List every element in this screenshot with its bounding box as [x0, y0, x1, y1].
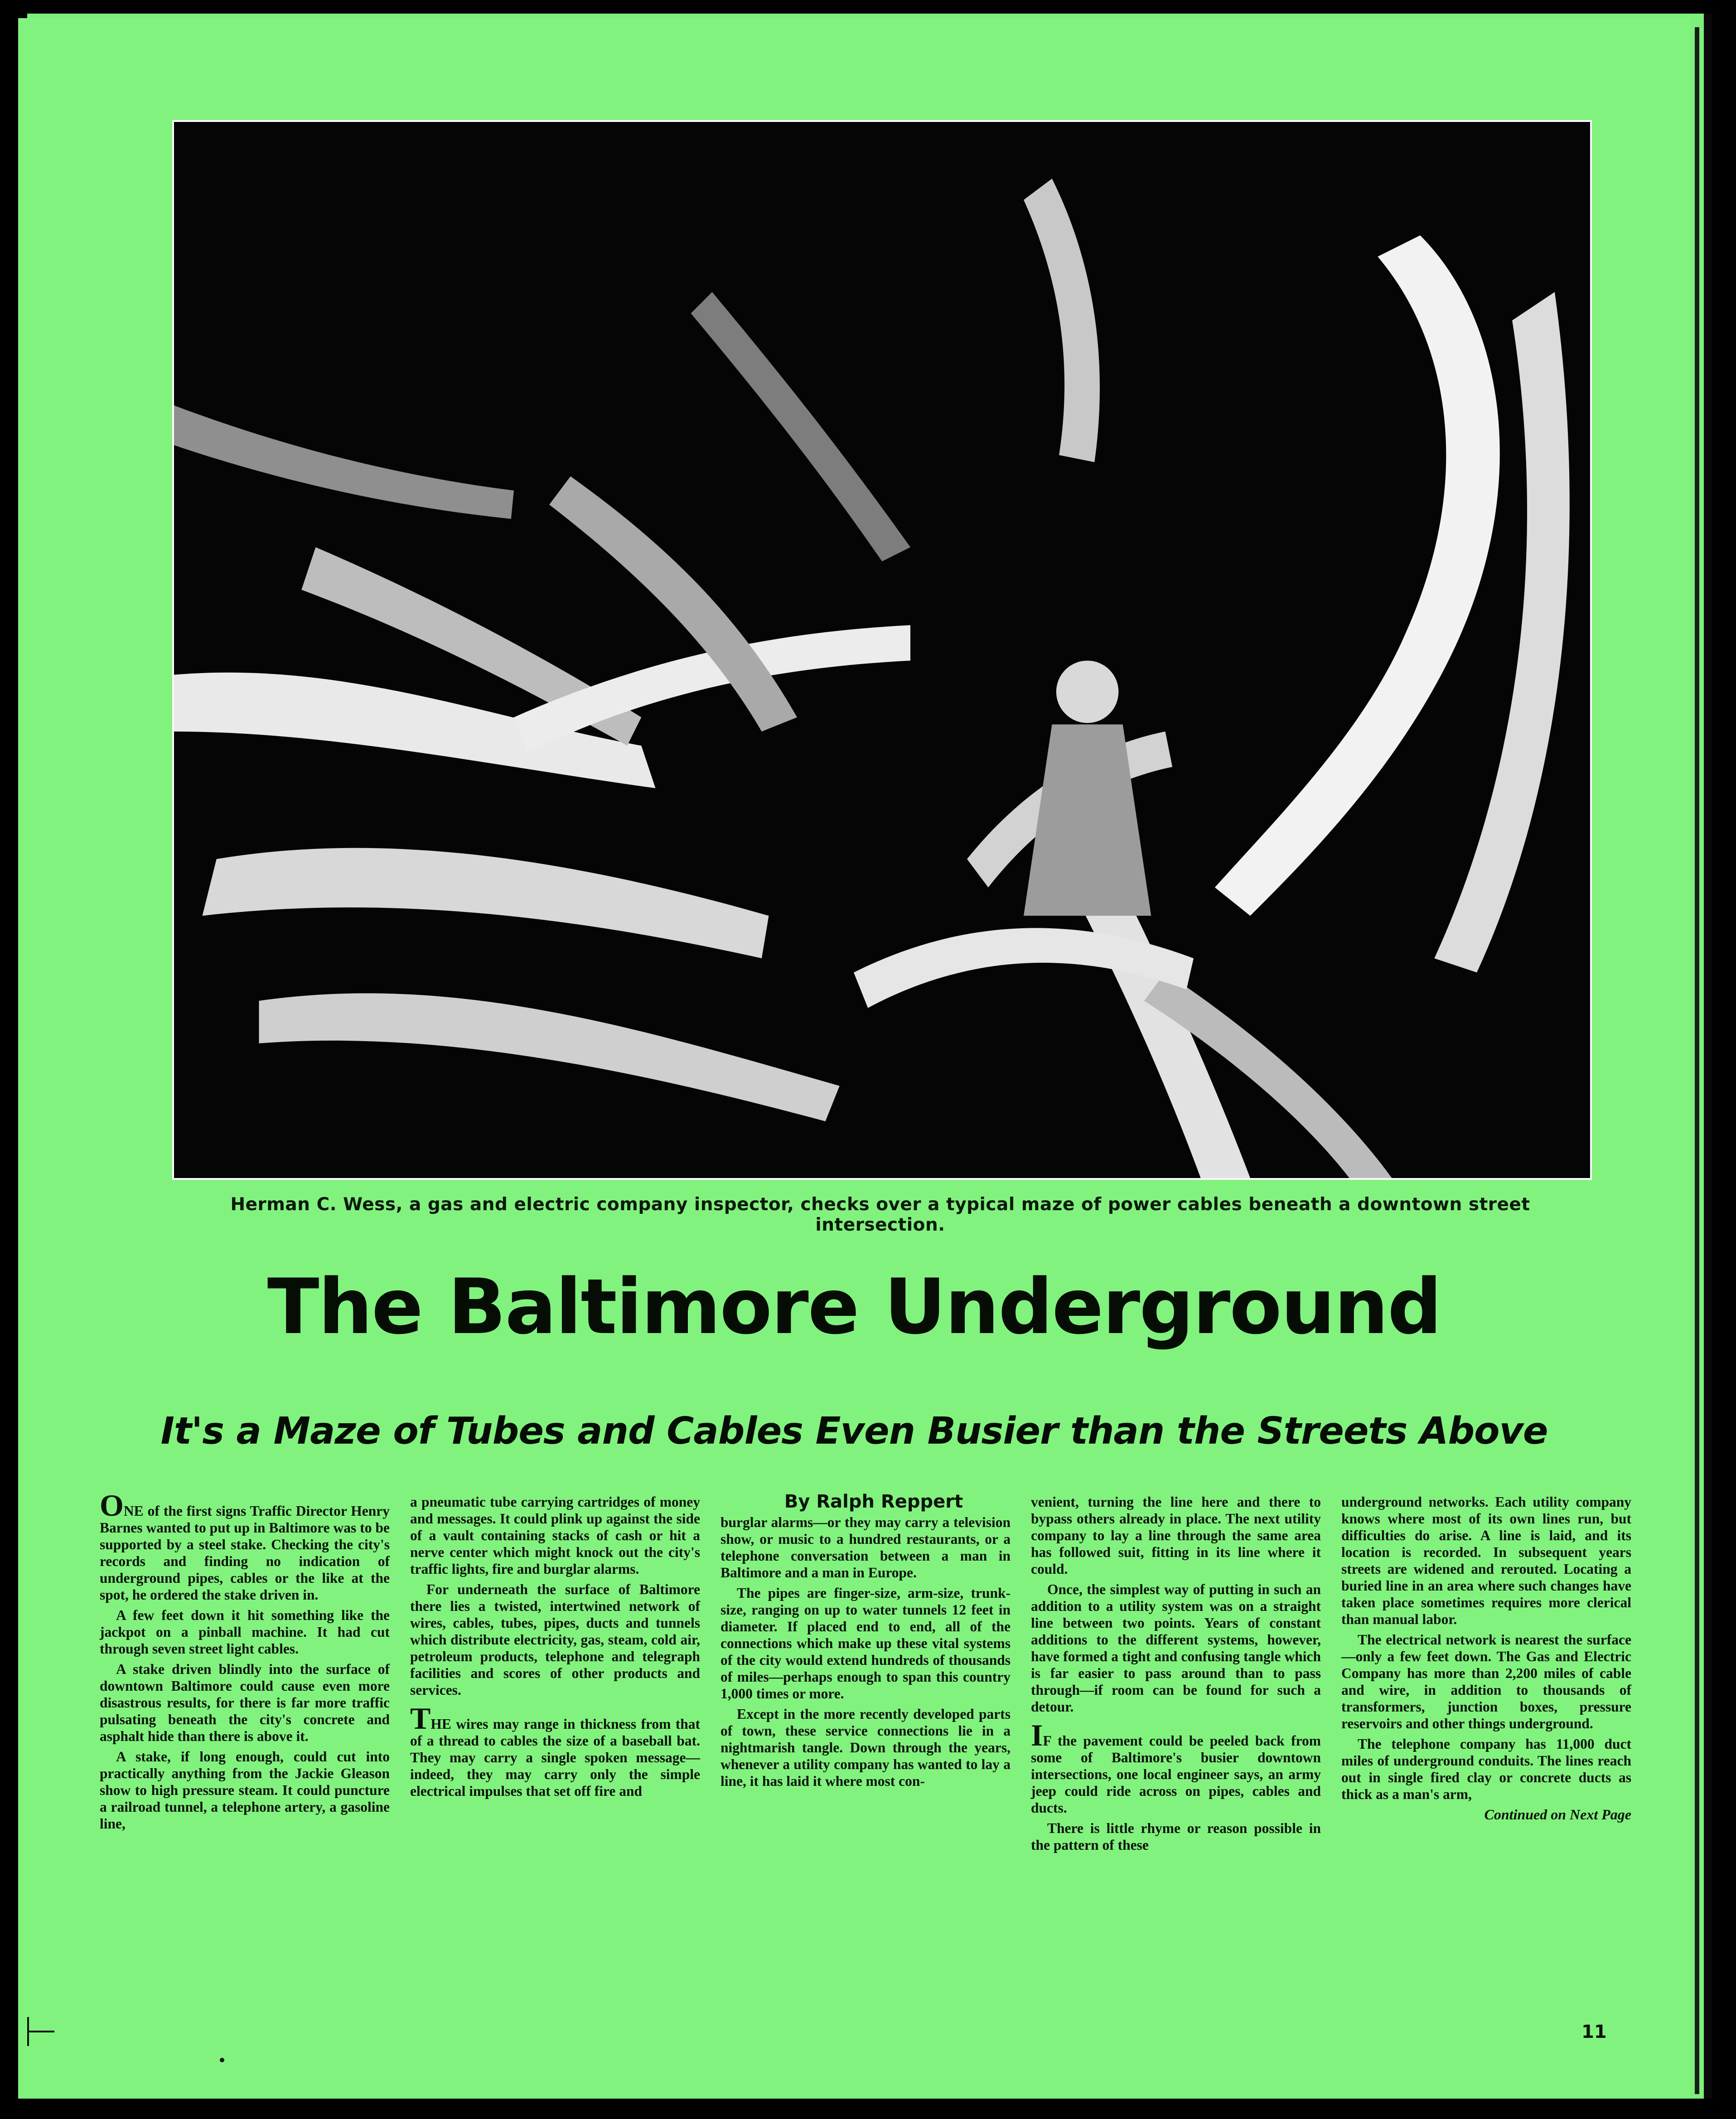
drop-cap: I — [1031, 1718, 1043, 1752]
paragraph: For underneath the surface of Baltimore there lies a twisted, intertwined network of wires, cables, tubes, pipes, ducts and tunnels which distribute electricity, gas, steam, cold air, petroleum products, telephone and telegraph facilities and scores of other products and services. — [410, 1581, 700, 1698]
paragraph: Except in the more recently developed parts of town, these service connections lie in a nightmarish tangle. Down through the years, whenever a utility company has wanted to lay a line, it has laid it where most con- — [721, 1706, 1011, 1789]
byline: By Ralph Reppert — [784, 1491, 963, 1512]
paragraph: The pipes are finger-size, arm-size, trunk-size, ranging on up to water tunnels 12 feet in diameter. If placed end to end, all of the connections which make up these vital systems of the city would extend hundreds of thousands of miles—perhaps enough to span this country 1,000 times or more. — [721, 1585, 1011, 1702]
paragraph: underground networks. Each utility company knows where most of its own lines run, but difficulties do arise. A line is laid, and its location is recorded. In subsequent years streets are widened and rerouted. Locating a buried line in an area where such changes have taken place sometimes requires more clerical than manual labor. — [1341, 1494, 1631, 1627]
column-2 — [410, 1493, 700, 2010]
paragraph: IF the pavement could be peeled back from some of Baltimore's busier downtown intersections, one local engineer says, an army jeep could ride across on pipes, cables and ducts. — [1031, 1718, 1321, 1816]
paragraph: There is little rhyme or reason possible in the pattern of these — [1031, 1820, 1321, 1853]
paragraph: A stake, if long enough, could cut into practically anything from the Jackie Gleason show to high pressure steam. It could puncture a railroad tunnel, a telephone artery, a gasoline line, — [100, 1749, 390, 1832]
column-3 — [721, 1493, 1011, 2010]
column-5 — [1341, 1493, 1631, 2010]
paragraph: a pneumatic tube carrying cartridges of money and messages. It could plink up against the side of a vault containing stacks of cash or hit a nerve center which might knock out the city's traffic lights, fire and burglar alarms. — [410, 1494, 700, 1577]
article-photo — [172, 120, 1592, 1180]
article-headline: The Baltimore Underground — [267, 1262, 1441, 1351]
paragraph: A stake driven blindly into the surface of downtown Baltimore could cause even more disastrous results, for there is far more traffic pulsating beneath the city's concrete and asphalt hide than there is above it. — [100, 1661, 390, 1744]
paragraph: A few feet down it hit something like the jackpot on a pinball machine. It had cut through seven street light cables. — [100, 1607, 390, 1657]
magazine-page — [18, 18, 1690, 2099]
drop-cap: O — [100, 1488, 124, 1523]
photo-caption: Herman C. Wess, a gas and electric company inspector, checks over a typical maze of power cables beneath a downtown street intersection. — [230, 1194, 1530, 1235]
article-body — [100, 1488, 1631, 2010]
page-number: 11 — [1581, 2022, 1607, 2042]
paragraph: venient, turning the line here and there to bypass others already in place. The next utility company to lay a line through the same area has followed suit, fitting in its line where it could. — [1031, 1494, 1321, 1577]
drop-cap: T — [410, 1701, 431, 1736]
paragraph: The telephone company has 11,000 duct miles of underground conduits. The lines reach out in single fired clay or concrete ducts as thick as a man's arm, — [1341, 1736, 1631, 1802]
paragraph: THE wires may range in thickness from that of a thread to cables the size of a baseball bat. They may carry a single spoken message—indeed, they may carry only the simple electrical impulses that set off fire and — [410, 1701, 700, 1799]
ink-speck — [220, 2058, 224, 2062]
page-edge-line — [1695, 27, 1699, 2094]
cable-maze-photo — [174, 122, 1590, 1178]
paragraph: burglar alarms—or they may carry a television show, or music to a hundred restaurants, or a telephone conversation between a man in Baltimore and a man in Europe. — [721, 1514, 1011, 1581]
crop-mark — [27, 2031, 54, 2032]
paragraph: Once, the simplest way of putting in such an addition to a utility system was on a straight line between two points. Years of constant additions to the different systems, however, have formed a tight and confusing tangle which is far easier to pass around than to pass through—if room can be found for such a detour. — [1031, 1581, 1321, 1715]
crop-mark — [27, 2017, 29, 2046]
continued-note: Continued on Next Page — [1484, 1806, 1631, 1823]
column-1 — [100, 1488, 390, 2010]
column-4 — [1031, 1493, 1321, 2010]
paragraph: The electrical network is nearest the surface—only a few feet down. The Gas and Electric Company has more than 2,200 miles of cable and wire, in addition to thousands of transformers, junction boxes, pressure reservoirs and other things underground. — [1341, 1632, 1631, 1731]
paragraph: ONE of the first signs Traffic Director Henry Barnes wanted to put up in Baltimore was to be supported by a steel stake. Checking the city's records and finding no indication of underground pipes, cables or the like at the spot, he ordered the stake driven in. — [100, 1488, 390, 1603]
article-subhead: It's a Maze of Tubes and Cables Even Busier than the Streets Above — [160, 1410, 1548, 1453]
